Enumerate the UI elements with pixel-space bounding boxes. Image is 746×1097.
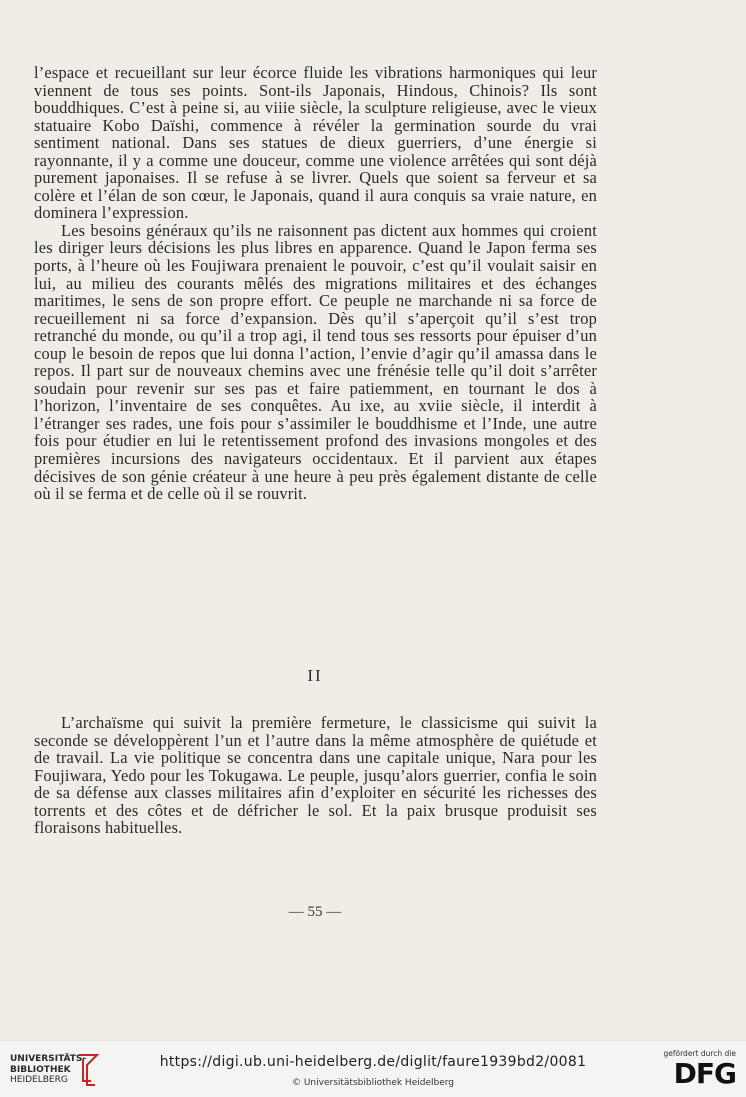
library-name-line: BIBLIOTHEK: [10, 1064, 71, 1075]
paragraph: l’espace et recueillant sur leur écorce fluide les vibrations harmoniques qui leur viennent de tous ses points. Sont-ils Japonais, Hindous, Chinois? Ils sont bouddhiques. C’est à peine si, au viiie siècle, la sculpture religieuse, avec le vieux statuaire Kobo Daïshi, commence à révéler la germination sourde du vrai sentiment national. Dans ses statues de dieux guerriers, d’une énergie si rayonnante, il y a comme une douceur, comme une violence arrêtées qui sont déjà purement japonaises. Il se refuse à se livrer. Quels que soient sa ferveur et sa colère et l’élan de son cœur, le Japonais, quand il aura conquis sa vraie nature, en dominera l’expression.: [34, 63, 597, 223]
page-number: — 55 —: [288, 904, 342, 920]
section-number: II: [307, 666, 323, 685]
paragraph: L’archaïsme qui suivit la première fermeture, le classicisme qui suivit la seconde se développèrent l’un et l’autre dans la même atmosphère de quiétude et de travail. La vie politique se concentra dans une capitale unique, Nara pour les Foujiwara, Yedo pour les Tokugawa. Le peuple, jusqu’alors guerrier, confia le soin de sa défense aux classes militaires afin d’exploiter en sécurité les richesses des torrents et des côtes et de défricher le sol. Et la paix brusque produisit ses floraisons habituelles.: [34, 713, 597, 838]
permalink-url[interactable]: https://digi.ub.uni-heidelberg.de/diglit/faure1939bd2/0081: [159, 1054, 587, 1070]
library-name-line: UNIVERSITÄTS-: [10, 1054, 87, 1064]
text-block-upper: [34, 64, 597, 503]
copyright-notice: © Universitätsbibliothek Heidelberg: [291, 1078, 454, 1088]
text-block-lower: [34, 714, 597, 837]
paragraph: Les besoins généraux qu’ils ne raisonnent pas dictent aux hommes qui croient les diriger leurs décisions les plus libres en apparence. Quand le Japon ferma ses ports, à l’heure où les Foujiwara prenaient le pouvoir, c’est qu’il voulait saisir en lui, au milieu des courants mêlés des migrations militaires et des échanges maritimes, le sens de son propre effort. Ce peuple ne marchande ni sa force de recueillement ni sa force d’expansion. Dès qu’il s’aperçoit qu’il s’est trop retranché du monde, ou qu’il a trop agi, il tend tous ses ressorts pour épuiser d’un coup le besoin de repos que lui donna l’action, l’envie d’agir qu’il amassa dans le repos. Il part sur de nouveaux chemins avec une frénésie telle qu’il doit s’arrêter soudain pour revenir sur ses pas et faire patiemment, en tournant le dos à l’horizon, l’inventaire de ses conquêtes. Au ixe, au xviie siècle, il interdit à l’étranger ses rades, une fois pour s’assimiler le bouddhisme et l’Inde, une autre fois pour étudier en lui le retentissement profond des invasions mongoles et des premières incursions des navigateurs occidentaux. Et il parvient aux étapes décisives de son génie créateur à une heure à peu près également distante de celle où il se ferma et de celle où il se rouvrit.: [34, 220, 597, 504]
funded-by-label: gefördert durch die: [663, 1049, 736, 1058]
dfg-logo: DFG: [673, 1057, 736, 1090]
library-name-line: HEIDELBERG: [10, 1075, 68, 1085]
viewer-footer: [0, 1040, 746, 1097]
